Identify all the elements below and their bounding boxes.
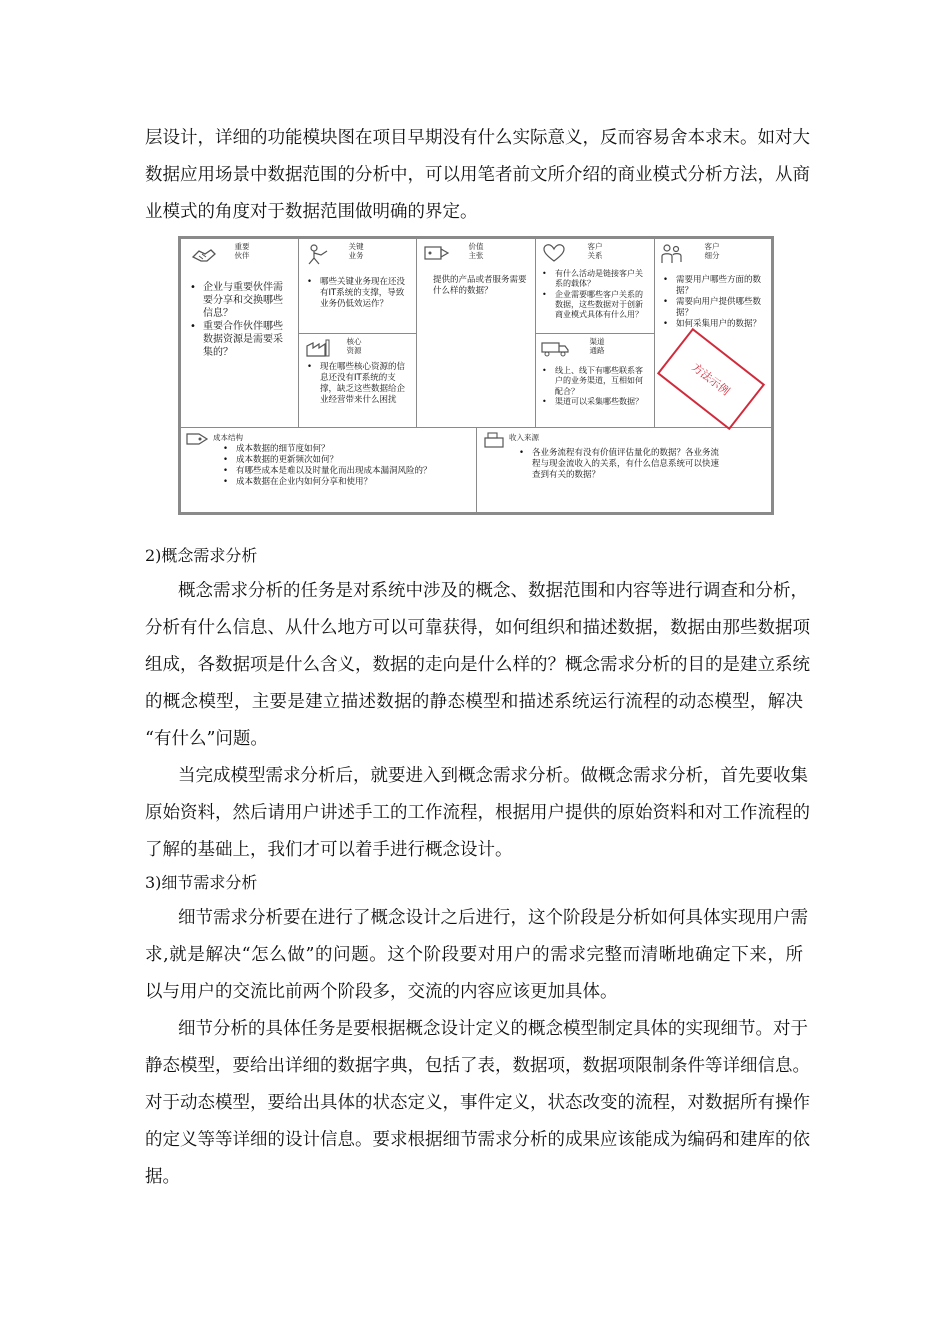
truck-icon <box>540 339 570 357</box>
cell-title-line: 重要 <box>234 242 250 251</box>
people-icon <box>659 243 683 265</box>
cell-title-line: 伙伴 <box>234 251 250 260</box>
text-line: 层设计，详细的功能模块图在项目早期没有什么实际意义，反而容易舍本求末。如对大 <box>145 128 810 148</box>
factory-icon <box>305 338 331 358</box>
text-line: 求,就是解决“怎么做”的问题。这个阶段要对用户的需求完整而清晰地确定下来，所 <box>145 945 803 965</box>
list-item: • 成本数据在企业内如何分享和使用？ <box>223 477 463 488</box>
cell-title-line: 业务 <box>348 251 364 260</box>
list-item: • 有哪些成本是难以及时量化而出现成本漏洞风险的？ <box>223 466 463 477</box>
cell-title-line: 渠道 <box>589 337 605 346</box>
cell-title-line: 客户 <box>587 242 603 251</box>
cost-list <box>223 444 463 488</box>
text-line: 原始资料，然后请用户讲述手工的工作流程，根据用户提供的原始资料和对工作流程的 <box>145 803 810 823</box>
revenue-list <box>519 448 719 481</box>
worker-icon <box>305 243 331 265</box>
cell-title-line: 资源 <box>346 346 362 355</box>
cell-title <box>580 242 610 260</box>
canvas-cell-activities <box>298 238 417 334</box>
text-line: 业模式的角度对于数据范围做明确的界定。 <box>145 202 478 222</box>
list-item: • 成本数据的细节度如何？ <box>223 444 463 455</box>
tag-icon <box>185 431 209 447</box>
channels-list <box>542 366 650 407</box>
canvas-cell-resources <box>298 333 417 428</box>
activities-list <box>307 277 411 310</box>
sample-stamp: 方法示例 <box>657 328 765 430</box>
list-item: • 企业需要哪些客户关系的数据，这些数据对于创新商业模式具体有什么用？ <box>542 290 650 321</box>
canvas-cell-value <box>416 238 536 428</box>
canvas-cell-channels <box>535 333 655 428</box>
list-item: • 如何采集用户的数据？ <box>663 319 767 330</box>
text-line: 概念需求分析的任务是对系统中涉及的概念、数据范围和内容等进行调查和分析， <box>178 581 808 601</box>
cell-title-line: 核心 <box>346 337 362 346</box>
cell-title <box>339 337 369 355</box>
list-item: • 需要用户哪些方面的数据？ <box>663 275 767 297</box>
relations-list <box>542 269 650 320</box>
list-item: • 重要合作伙伴哪些数据资源是需要采集的？ <box>190 320 292 359</box>
value-text: 提供的产品或者服务需要什么样的数据？ <box>433 275 527 296</box>
cell-title-line: 关键 <box>348 242 364 251</box>
text-line: 细节需求分析要在进行了概念设计之后进行，这个阶段是分析如何具体实现用户需 <box>178 908 808 928</box>
cell-title-line: 客户 <box>704 242 720 251</box>
canvas-cell-relations <box>535 238 655 334</box>
text-line: “有什么”问题。 <box>145 729 268 749</box>
resources-list <box>307 362 411 406</box>
text-line: 的定义等等详细的设计信息。要求根据细节需求分析的成果应该能成为编码和建库的依 <box>145 1130 810 1150</box>
list-item: • 企业与重要伙伴需要分享和交换哪些信息？ <box>190 281 292 320</box>
list-item: • 各业务流程有没有价值评估量化的数据？各业务流程与现金流收入的关系，有什么信息系统可以快速查到有关的数据？ <box>519 448 719 481</box>
list-item: • 线上、线下有哪些联系客户的业务渠道，互相如何配合？ <box>542 366 650 397</box>
list-item: • 有什么活动是链接客户关系的载体？ <box>542 269 650 290</box>
text-line: 对于动态模型，要给出具体的状态定义，事件定义，状态改变的流程，对数据所有操作 <box>145 1093 810 1113</box>
cell-title-line: 主张 <box>468 251 484 260</box>
cell-title-line: 价值 <box>468 242 484 251</box>
list-item: • 需要向用户提供哪些数据？ <box>663 297 767 319</box>
cell-title: 成本结构 <box>213 433 243 442</box>
cell-title-line: 通路 <box>589 346 605 355</box>
cell-title-line: 关系 <box>587 251 603 260</box>
tag-icon <box>423 243 451 263</box>
canvas-cell-cost <box>180 427 477 513</box>
text-line: 分析有什么信息、从什么地方可以可靠获得，如何组织和描述数据，数据由那些数据项 <box>145 618 810 638</box>
text-line: 数据应用场景中数据范围的分析中，可以用笔者前文所介绍的商业模式分析方法，从商 <box>145 165 810 185</box>
canvas-cell-partners <box>180 238 299 428</box>
cell-title <box>227 242 257 260</box>
list-item: • 成本数据的更新频次如何？ <box>223 455 463 466</box>
text-line: 细节分析的具体任务是要根据概念设计定义的概念模型制定具体的实现细节。对于 <box>178 1019 808 1039</box>
partners-list <box>190 281 292 359</box>
heart-icon <box>542 243 566 263</box>
text-line: 组成，各数据项是什么含义，数据的走向是什么样的？概念需求分析的目的是建立系统 <box>145 655 810 675</box>
list-item: • 哪些关键业务现在还没有IT系统的支撑，导致业务仍低效运作？ <box>307 277 411 310</box>
list-item: • 渠道可以采集哪些数据？ <box>542 397 650 407</box>
handshake-icon <box>191 245 217 265</box>
text-line: 了解的基础上，我们才可以着手进行概念设计。 <box>145 840 513 860</box>
section-heading: 3)细节需求分析 <box>145 873 258 892</box>
cell-title-line: 细分 <box>704 251 720 260</box>
section-heading: 2)概念需求分析 <box>145 546 258 565</box>
segments-list <box>663 275 767 330</box>
text-line: 以与用户的交流比前两个阶段多，交流的内容应该更加具体。 <box>145 982 618 1002</box>
canvas-cell-revenue <box>476 427 772 513</box>
cell-title <box>461 242 491 260</box>
list-item: • 现在哪些核心资源的信息还没有IT系统的支撑，缺乏这些数据给企业经营带来什么困扰 <box>307 362 411 406</box>
text-line: 静态模型，要给出详细的数据字典，包括了表，数据项，数据项限制条件等详细信息。 <box>145 1056 810 1076</box>
cash-register-icon <box>483 431 505 449</box>
cell-title <box>582 337 612 355</box>
text-line: 当完成模型需求分析后，就要进入到概念需求分析。做概念需求分析，首先要收集 <box>178 766 808 786</box>
text-line: 据。 <box>145 1167 180 1187</box>
cell-title: 收入来源 <box>509 433 539 442</box>
cell-title <box>341 242 371 260</box>
cell-title <box>697 242 727 260</box>
text-line: 的概念模型，主要是建立描述数据的静态模型和描述系统运行流程的动态模型，解决 <box>145 692 803 712</box>
